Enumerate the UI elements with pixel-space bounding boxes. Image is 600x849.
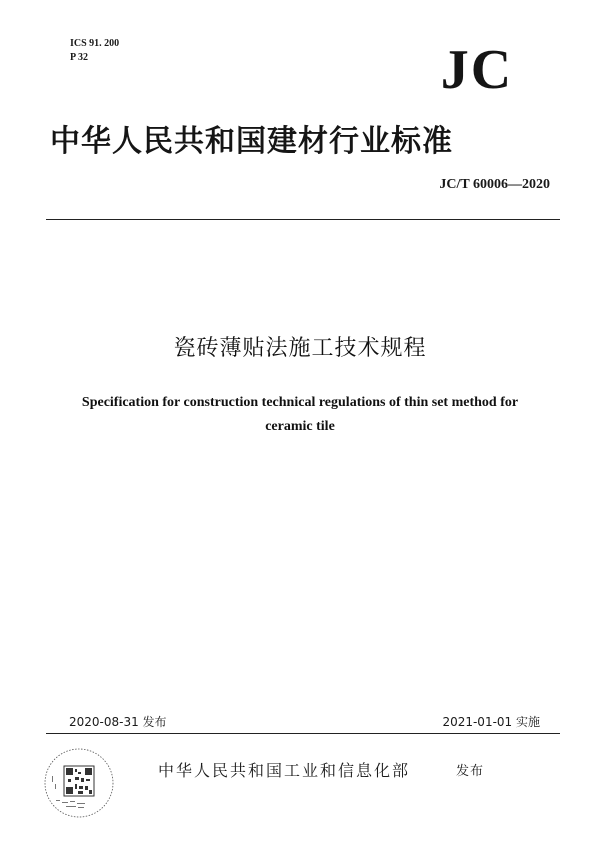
document-title-en: Specification for construction technical regulations of thin set method for ceramic tile [81, 395, 519, 434]
standard-category-title: 中华人民共和国建材行业标准 [50, 124, 453, 159]
effective-date: 2021-01-01 实施 [442, 715, 540, 729]
document-title-cn: 瓷砖薄贴法施工技术规程 [173, 336, 427, 361]
jc-logo: JC [440, 39, 514, 101]
standard-code: JC/T 60006—2020 [439, 177, 550, 192]
issue-label: 发布 [456, 764, 485, 779]
qr-code-stamp-icon [42, 746, 116, 820]
classification-code: P 32 [70, 52, 89, 63]
ics-code: ICS 91. 200 [70, 38, 120, 49]
issue-date: 2020-08-31 发布 [69, 715, 167, 729]
bottom-divider [46, 733, 560, 734]
top-divider [46, 219, 560, 220]
issuing-authority: 中华人民共和国工业和信息化部 [158, 761, 411, 780]
